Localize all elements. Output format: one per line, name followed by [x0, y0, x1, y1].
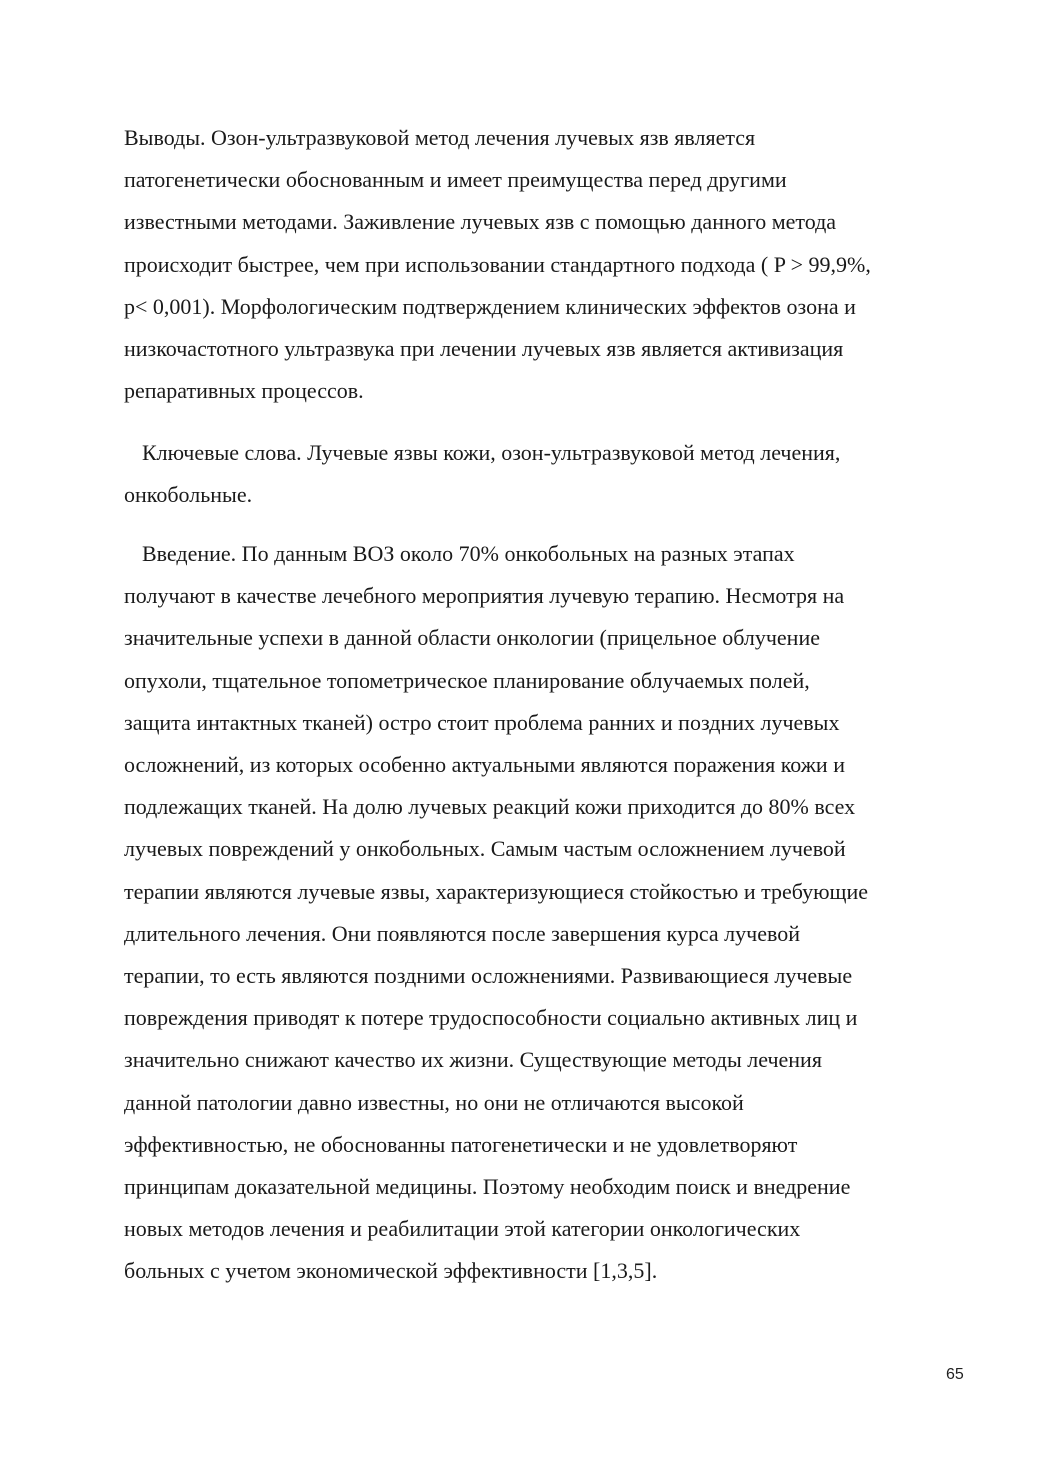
text-line: известными методами. Заживление лучевых язв с помощью данного метода — [124, 209, 837, 235]
conclusions-paragraph — [124, 117, 974, 412]
text-line: повреждения приводят к потере трудоспособности социально активных лиц и — [124, 1005, 858, 1031]
text-line: длительного лечения. Они появляются после завершения курса лучевой — [124, 920, 800, 946]
text-line: патогенетически обоснованным и имеет преимущества перед другими — [124, 167, 787, 193]
text-line: Введение. По данным ВОЗ около 70% онкобольных на разных этапах — [142, 541, 795, 566]
text-line: лучевых повреждений у онкобольных. Самым частым осложнением лучевой — [124, 836, 846, 862]
text-line: принципам доказательной медицины. Поэтому необходим поиск и внедрение — [124, 1174, 851, 1200]
text-line: подлежащих тканей. На долю лучевых реакций кожи приходится до 80% всех — [124, 794, 856, 820]
text-line: низкочастотного ультразвука при лечении лучевых язв является активизация — [124, 336, 844, 362]
text-line: осложнений, из которых особенно актуальными являются поражения кожи и — [124, 752, 845, 778]
text-line: терапии являются лучевые язвы, характеризующиеся стойкостью и требующие — [124, 878, 869, 904]
text-line: терапии, то есть являются поздними осложнениями. Развивающиеся лучевые — [124, 963, 853, 989]
text-line: р< 0,001). Морфологическим подтверждением клинических эффектов озона и — [124, 293, 856, 319]
text-line: эффективностью, не обоснованны патогенетически и не удовлетворяют — [124, 1131, 798, 1157]
text-line: происходит быстрее, чем при использовании стандартного подхода ( P > 99,9%, — [124, 251, 871, 277]
text-line: защита интактных тканей) остро стоит проблема ранних и поздних лучевых — [124, 709, 840, 735]
text-line: репаративных процессов. — [124, 378, 364, 404]
text-line: Ключевые слова. Лучевые язвы кожи, озон-ультразвуковой метод лечения, — [142, 440, 841, 465]
text-line: значительные успехи в данной области онкологии (прицельное облучение — [124, 625, 820, 651]
keywords-paragraph — [124, 432, 974, 516]
text-line: больных с учетом экономической эффективности [1,3,5]. — [124, 1258, 658, 1284]
introduction-paragraph — [124, 533, 974, 1293]
text-line: новых методов лечения и реабилитации этой категории онкологических — [124, 1216, 801, 1242]
text-line: значительно снижают качество их жизни. Существующие методы лечения — [124, 1047, 822, 1073]
text-line: данной патологии давно известны, но они не отличаются высокой — [124, 1089, 744, 1115]
text-line: Выводы. Озон-ультразвуковой метод лечения лучевых язв является — [124, 125, 756, 150]
text-line: онкобольные. — [124, 482, 253, 508]
text-line: опухоли, тщательное топометрическое планирование облучаемых полей, — [124, 667, 810, 693]
page-number: 65 — [946, 1366, 964, 1383]
text-line: получают в качестве лечебного мероприятия лучевую терапию. Несмотря на — [124, 583, 845, 609]
